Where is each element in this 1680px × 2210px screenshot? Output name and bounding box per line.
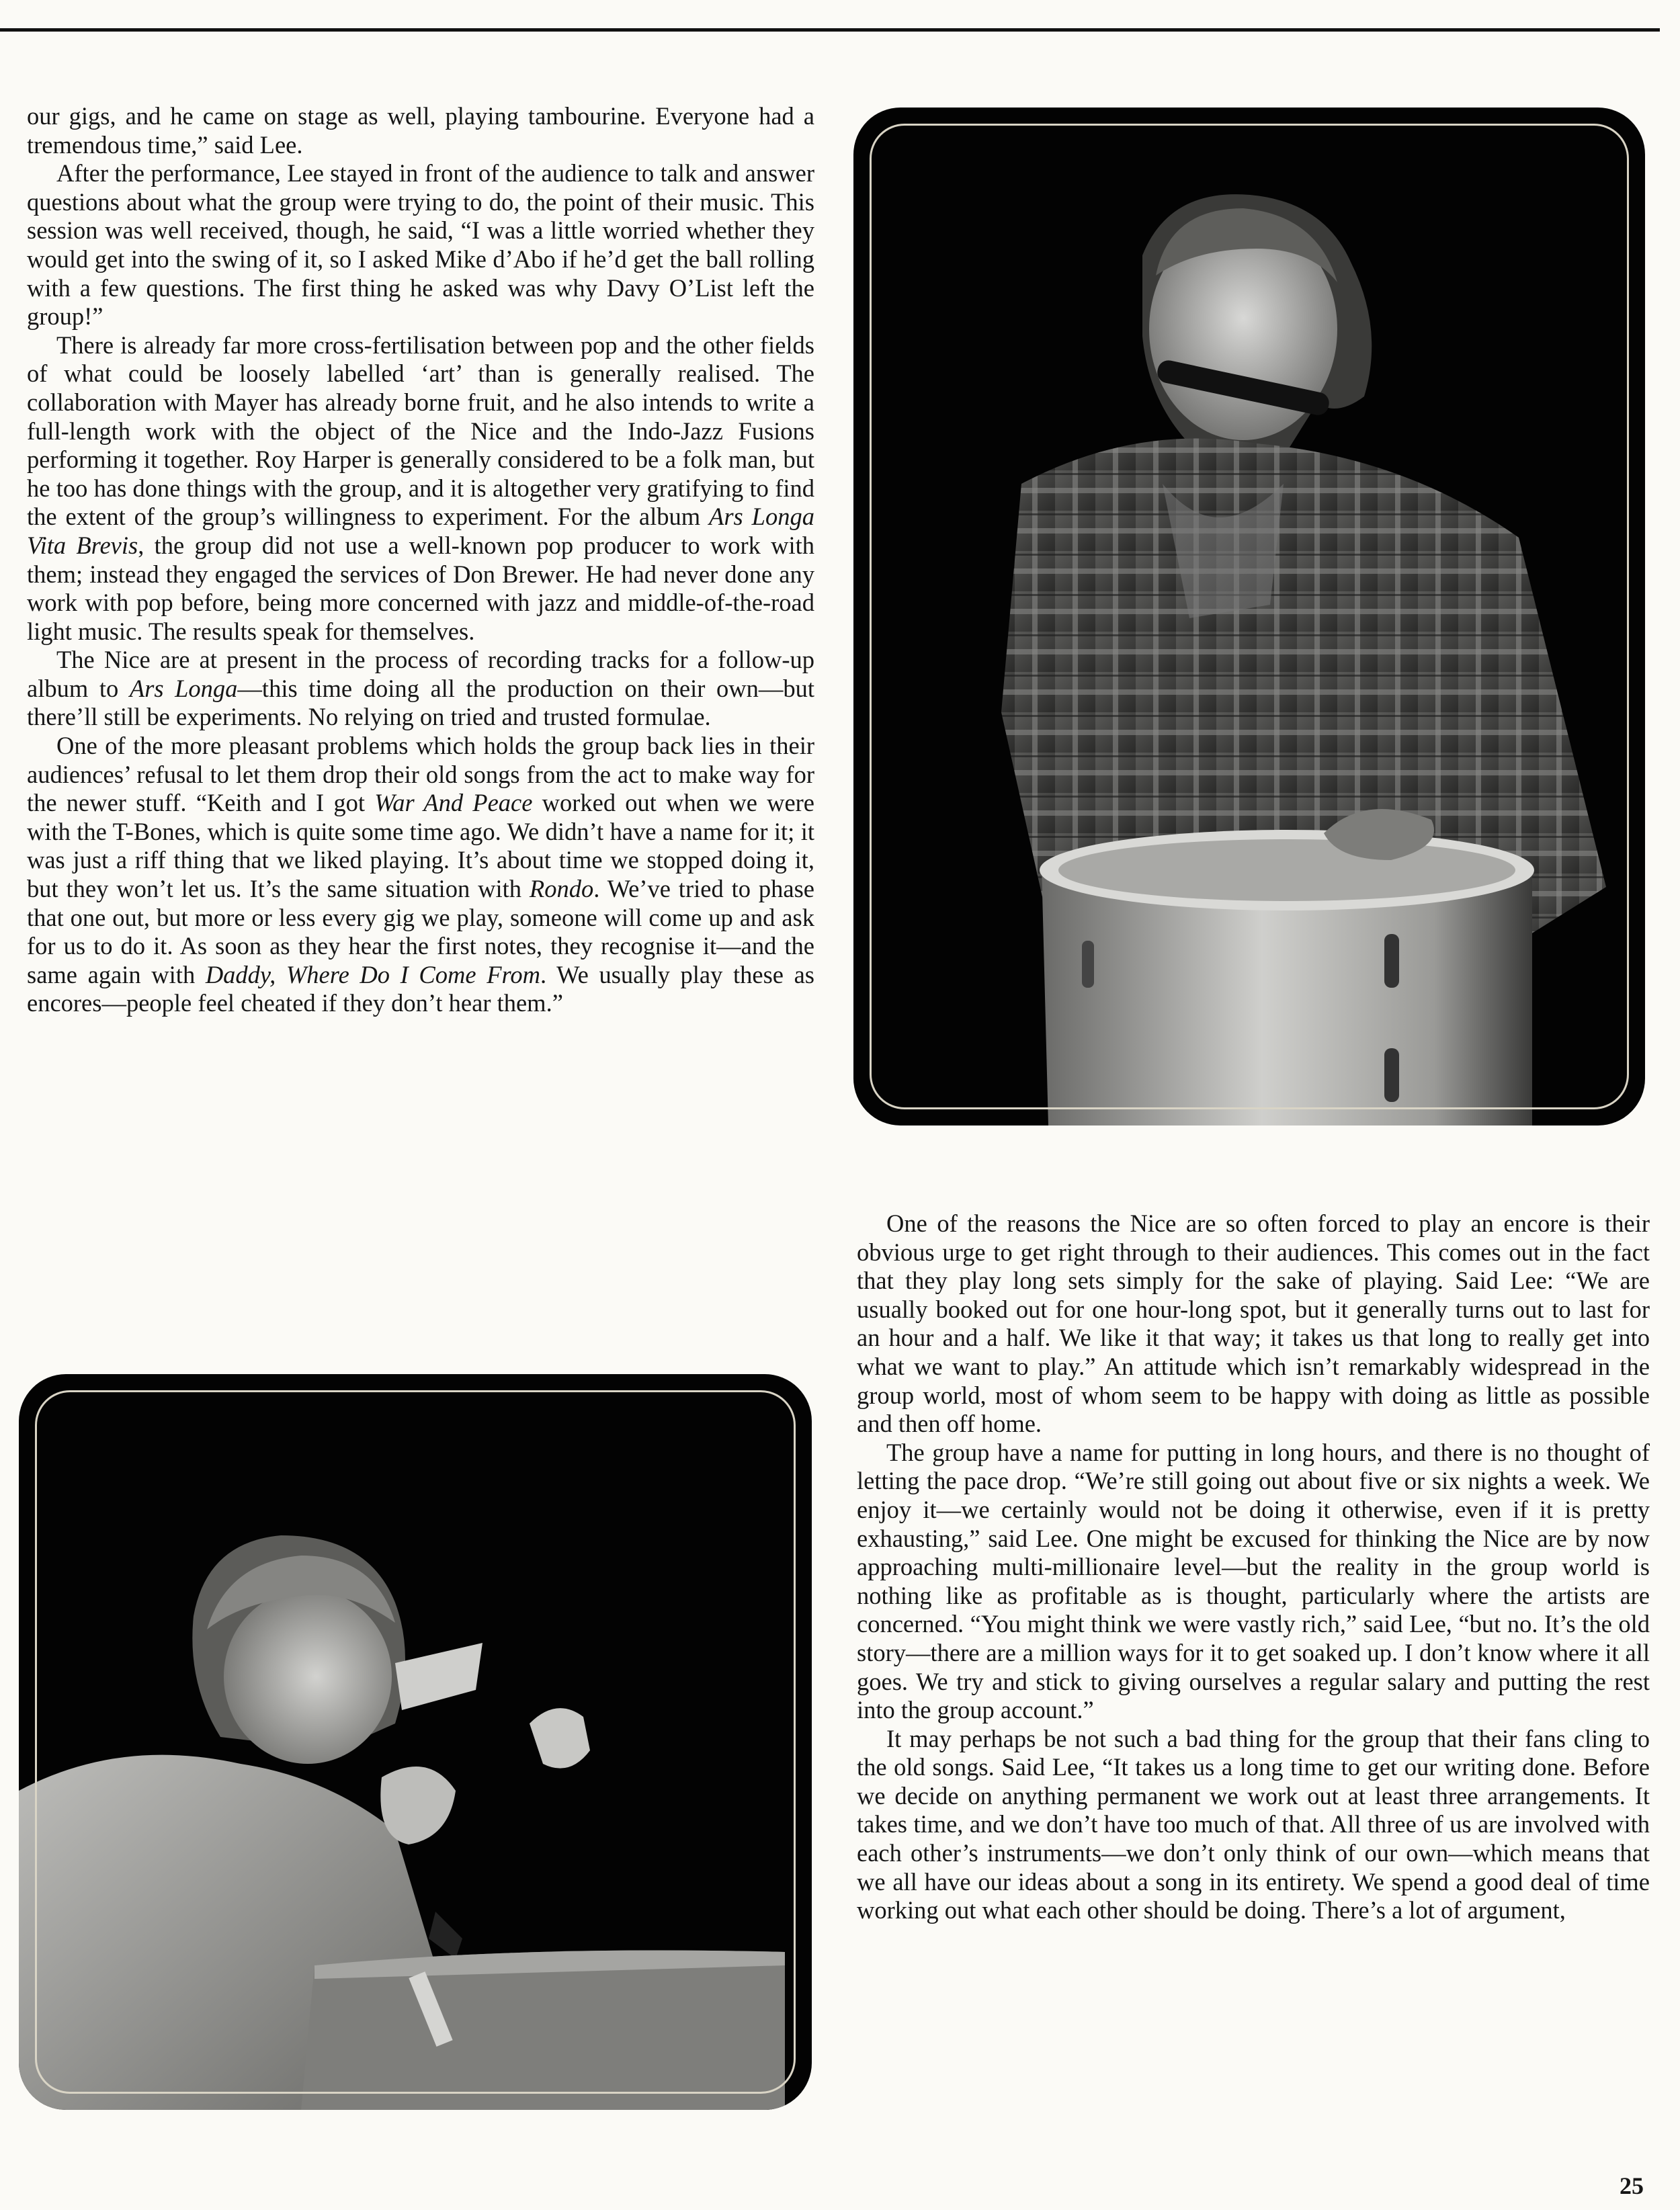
paragraph: our gigs, and he came on stage as well, playing tambourine. Everyone had a tremendous time,” said Lee. <box>27 102 814 159</box>
drummer-photo <box>853 108 1645 1125</box>
title-italic: Daddy, Where Do I Come From <box>205 960 540 988</box>
keyboardist-photo <box>19 1374 812 2110</box>
article-column-left <box>27 102 814 1018</box>
title-italic: Ars Longa <box>129 674 238 702</box>
page-number: 25 <box>1620 2172 1644 2199</box>
header-rule <box>0 28 1660 32</box>
paragraph: After the performance, Lee stayed in front of the audience to talk and answer questions about what the group were trying to do, the point of their music. This session was well received, though, he said, “I was a little worried whether they would get into the swing of it, so I asked Mike d’Abo if he’d get the ball rolling with a few questions. The first thing he asked was why Davy O’List left the group!” <box>27 159 814 331</box>
title-italic: War And Peace <box>374 789 533 817</box>
paragraph: There is already far more cross-fertilisation between pop and the other fields of what could be loosely labelled ‘art’ than is generally realised. The collaboration with Mayer has already borne fruit, and he also intends to write a full-length work with the object of the Nice and the Indo-Jazz Fusions performing it together. Roy Harper is generally considered to be a folk man, but he too has done things with the group, and it is altogether very gratifying to find the extent of the group’s willingness to experiment. For the album Ars Longa Vita Brevis, the group did not use a well-known pop producer to work with them; instead they engaged the services of Don Brewer. He had never done any work with pop before, being more concerned with jazz and middle-of-the-road light music. The results speak for themselves. <box>27 331 814 645</box>
article-column-right <box>857 1209 1650 1925</box>
paragraph: It may perhaps be not such a bad thing for the group that their fans cling to the old songs. Said Lee, “It takes us a long time to get our writing done. Before we decide on anything permanent we work out at least three arrangements. It takes time, and we don’t have too much of that. All three of us are involved with each other’s instruments—we don’t only think of our own—which means that we all have our ideas about a song in its entirety. We spend a good deal of time working out what each other should be doing. There’s a lot of argument, <box>857 1724 1650 1924</box>
paragraph: The group have a name for putting in long hours, and there is no thought of letting the pace drop. “We’re still going out about five or six nights a week. We enjoy it—we certainly would not be doing it otherwise, even if it is pretty exhausting,” said Lee. One might be excused for thinking the Nice are by now approaching multi-millionaire level—but the reality in the group world is nothing like as profitable as is thought, particularly where the artists are concerned. “You might think we were vastly rich,” said Lee, “but no. It’s the old story—there are a million ways for it to get soaked up. I don’t know where it all goes. We try and stick to giving ourselves a regular salary and putting the rest into the group account.” <box>857 1438 1650 1724</box>
photo-frame <box>35 1390 796 2094</box>
photo-frame <box>870 124 1629 1109</box>
paragraph: One of the reasons the Nice are so often forced to play an encore is their obvious urge to get right through to their audiences. This comes out in the fact that they play long sets simply for the sake of playing. Said Lee: “We are usually booked out for one hour-long spot, but it generally turns out to last for an hour and a half. We like it that way; it takes us that long to really get into what we want to play.” An attitude which isn’t remarkably widespread in the group world, most of whom seem to be happy with doing as little as possible and then off home. <box>857 1209 1650 1438</box>
title-italic: Ars Longa Vita Brevis <box>27 503 814 559</box>
paragraph: One of the more pleasant problems which holds the group back lies in their audiences’ refusal to let them drop their old songs from the act to make way for the newer stuff. “Keith and I got War And Peace worked out when we were with the T-Bones, which is quite some time ago. We didn’t have a name for it; it was just a riff thing that we liked playing. It’s about time we stopped doing it, but they won’t let us. It’s the same situation with Rondo. We’ve tried to phase that one out, but more or less every gig we play, someone will come up and ask for us to do it. As soon as they hear the first notes, they recognise it—and the same again with Daddy, Where Do I Come From. We usually play these as encores—people feel cheated if they don’t hear them.” <box>27 732 815 1017</box>
title-italic: Rondo <box>529 875 594 903</box>
paragraph: The Nice are at present in the process of recording tracks for a follow-up album to Ars Longa—this time doing all the production on their own—but there’ll still be experiments. No relying on tried and trusted formulae. <box>27 646 814 731</box>
